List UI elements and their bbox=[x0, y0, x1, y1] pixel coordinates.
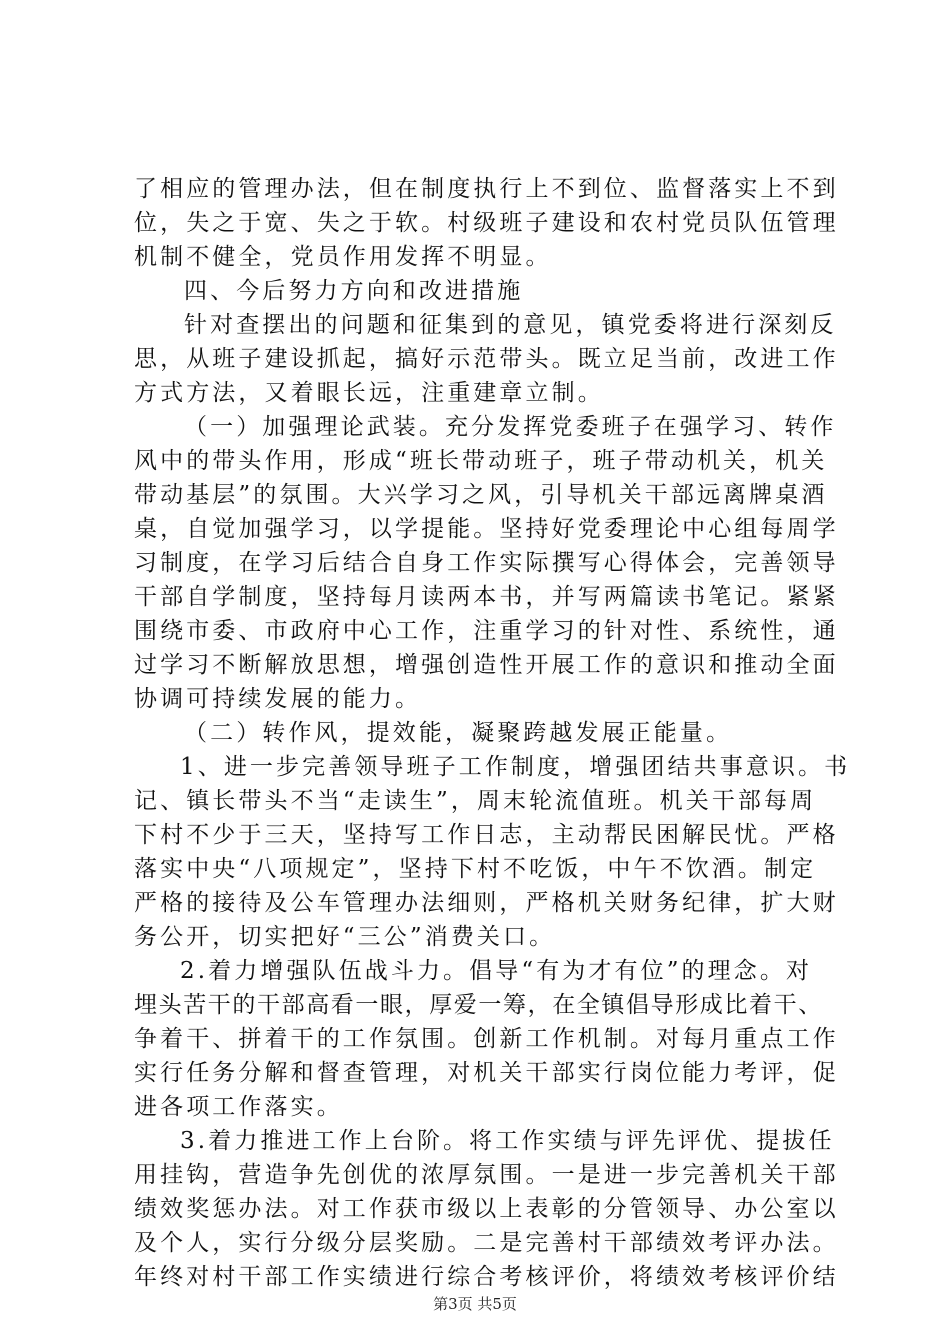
text-line: 思，从班子建设抓起，搞好示范带头。既立足当前，改进工作 bbox=[134, 346, 839, 372]
text-line: 落实中央“八项规定”，坚持下村不吃饭，中午不饮酒。制定 bbox=[134, 856, 817, 882]
paragraph-start: 2.着力增强队伍战斗力。倡导“有为才有位”的理念。对 bbox=[180, 958, 813, 984]
text-line: 用挂钩，营造争先创优的浓厚氛围。一是进一步完善机关干部 bbox=[134, 1162, 839, 1188]
text-line: 年终对村干部工作实绩进行综合考核评价，将绩效考核评价结 bbox=[134, 1264, 839, 1290]
page-indicator: 第3页 共5页 bbox=[433, 1295, 517, 1313]
text-line: 严格的接待及公车管理办法细则，严格机关财务纪律，扩大财 bbox=[134, 890, 839, 916]
text-line: 记、镇长带头不当“走读生”，周末轮流值班。机关干部每周 bbox=[134, 788, 817, 814]
text-line: 方式方法，又着眼长远，注重建章立制。 bbox=[134, 380, 604, 406]
text-line: 下村不少于三天，坚持写工作日志，主动帮民困解民忧。严格 bbox=[134, 822, 839, 848]
text-line: 进各项工作落实。 bbox=[134, 1094, 343, 1120]
text-line: 围绕市委、市政府中心工作，注重学习的针对性、系统性，通 bbox=[134, 618, 839, 644]
text-line: 过学习不断解放思想，增强创造性开展工作的意识和推动全面 bbox=[134, 652, 839, 678]
section-heading: 四、今后努力方向和改进措施 bbox=[184, 278, 524, 304]
text-line: 位，失之于宽、失之于软。村级班子建设和农村党员队伍管理 bbox=[134, 210, 839, 236]
text-line: 协调可持续发展的能力。 bbox=[134, 686, 422, 712]
paragraph-start: （一）加强理论武装。充分发挥党委班子在强学习、转作 bbox=[184, 414, 837, 440]
text-line: 风中的带头作用，形成“班长带动班子，班子带动机关，机关 bbox=[134, 448, 828, 474]
document-body bbox=[134, 172, 851, 1294]
paragraph-start: 1、进一步完善领导班子工作制度，增强团结共事意识。书 bbox=[180, 754, 851, 780]
text-line: 干部自学制度，坚持每月读两本书，并写两篇读书笔记。紧紧 bbox=[134, 584, 839, 610]
text-line: 务公开，切实把好“三公”消费关口。 bbox=[134, 924, 556, 950]
subsection-heading: （二）转作风，提效能，凝聚跨越发展正能量。 bbox=[184, 720, 733, 746]
text-line: 了相应的管理办法，但在制度执行上不到位、监督落实上不到 bbox=[134, 176, 839, 202]
paragraph-start: 针对查摆出的问题和征集到的意见，镇党委将进行深刻反 bbox=[184, 312, 837, 338]
text-line: 争着干、拼着干的工作氛围。创新工作机制。对每月重点工作 bbox=[134, 1026, 839, 1052]
text-line: 带动基层”的氛围。大兴学习之风，引导机关干部远离牌桌酒 bbox=[134, 482, 828, 508]
text-line: 桌，自觉加强学习，以学提能。坚持好党委理论中心组每周学 bbox=[134, 516, 839, 542]
paragraph-start: 3.着力推进工作上台阶。将工作实绩与评先评优、提拔任 bbox=[180, 1128, 835, 1154]
text-line: 实行任务分解和督查管理，对机关干部实行岗位能力考评，促 bbox=[134, 1060, 839, 1086]
text-line: 习制度，在学习后结合自身工作实际撰写心得体会，完善领导 bbox=[134, 550, 839, 576]
text-line: 及个人，实行分级分层奖励。二是完善村干部绩效考评办法。 bbox=[134, 1230, 839, 1256]
text-line: 机制不健全，党员作用发挥不明显。 bbox=[134, 244, 552, 270]
text-line: 绩效奖惩办法。对工作获市级以上表彰的分管领导、办公室以 bbox=[134, 1196, 839, 1222]
text-line: 埋头苦干的干部高看一眼，厚爱一筹，在全镇倡导形成比着干、 bbox=[134, 992, 823, 1018]
